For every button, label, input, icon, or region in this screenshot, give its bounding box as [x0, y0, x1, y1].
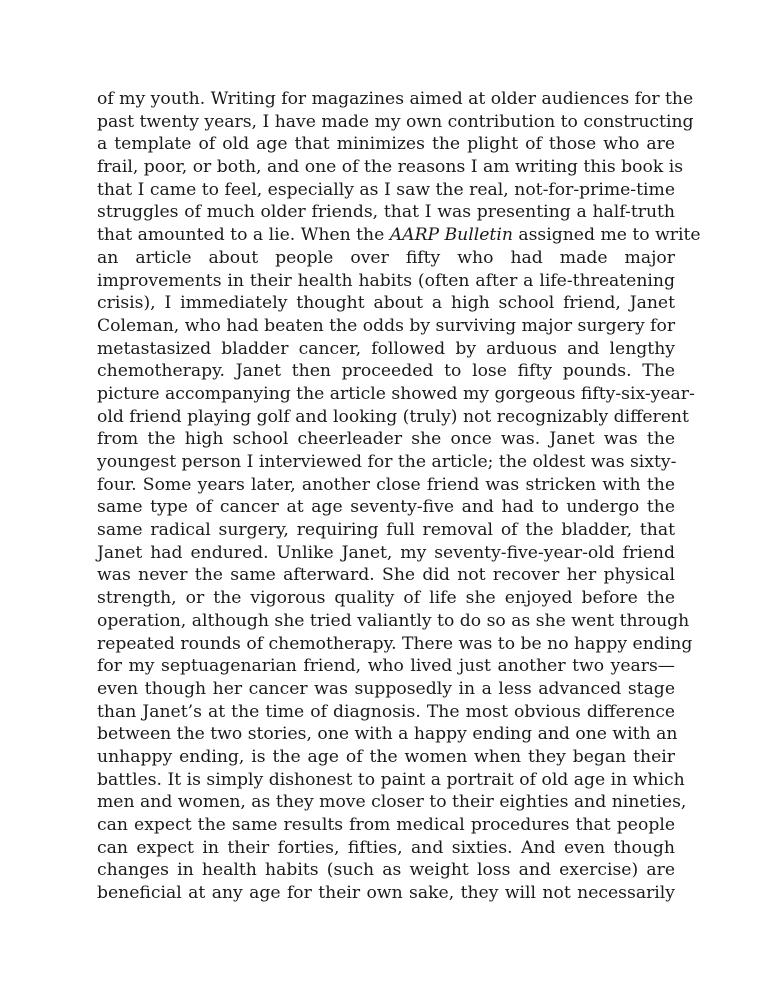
body-text [97, 88, 701, 905]
text-line: can expect in their forties, fifties, and sixties. And even though [97, 837, 675, 858]
text-line: from the high school cheerleader she once was. Janet was the [97, 429, 675, 450]
text-line: even though her cancer was supposedly in a less advanced stage [97, 678, 675, 699]
text-line: four. Some years later, another close friend was stricken with the [97, 474, 675, 495]
text-line: youngest person I interviewed for the article; the oldest was sixty- [97, 452, 677, 472]
text-line: that I came to feel, especially as I saw the real, not-for-prime-time [97, 179, 675, 200]
text-line: can expect the same results from medical procedures that people [97, 815, 675, 835]
text-line: of my youth. Writing for magazines aimed at older audiences for the [97, 89, 694, 109]
text-line: unhappy ending, is the age of the women when they began their [97, 746, 675, 767]
text-line: between the two stories, one with a happy ending and one with an [97, 724, 678, 745]
text-line: same radical surgery, requiring full removal of the bladder, that [97, 520, 675, 541]
text-line: than Janet’s at the time of diagnosis. The most obvious difference [97, 701, 675, 722]
text-line: metastasized bladder cancer, followed by arduous and lengthy [97, 338, 675, 359]
text-run: that amounted to a lie. When the [97, 225, 390, 246]
text-run: assigned me to write [512, 225, 701, 246]
text-line: operation, although she tried valiantly to do so as she went through [97, 610, 690, 631]
text-line: past twenty years, I have made my own contribution to constructing [97, 111, 694, 132]
text-line: picture accompanying the article showed my gorgeous fifty-six-year- [97, 383, 695, 404]
text-line: frail, poor, or both, and one of the reasons I am writing this book is [97, 157, 684, 178]
text-line: chemotherapy. Janet then proceeded to lose fifty pounds. The [97, 361, 675, 382]
text-line: improvements in their health habits (often after a life-threatening [97, 270, 675, 291]
text-line: a template of old age that minimizes the plight of those who are [97, 134, 675, 155]
text-line [97, 224, 701, 247]
text-line: battles. It is simply dishonest to paint a portrait of old age in which [97, 769, 685, 790]
text-line: was never the same afterward. She did not recover her physical [97, 565, 675, 586]
text-line: crisis), I immediately thought about a high school friend, Janet [97, 293, 675, 314]
text-line: Coleman, who had beaten the odds by surviving major surgery for [97, 315, 676, 336]
text-line: strength, or the vigorous quality of life she enjoyed before the [97, 588, 675, 609]
publication-title: AARP Bulletin [389, 225, 513, 246]
text-line: same type of cancer at age seventy-five and had to undergo the [97, 497, 675, 518]
text-line: an article about people over fifty who had made major [97, 247, 675, 268]
text-line: struggles of much older friends, that I was presenting a half-truth [97, 202, 675, 223]
text-line: men and women, as they move closer to their eighties and nineties, [97, 792, 687, 813]
text-line: repeated rounds of chemotherapy. There was to be no happy ending [97, 633, 693, 654]
text-line: old friend playing golf and looking (truly) not recognizably different [97, 406, 689, 427]
text-line: for my septuagenarian friend, who lived just another two years— [97, 656, 675, 677]
text-line: changes in health habits (such as weight loss and exercise) are [97, 860, 675, 881]
text-line: beneficial at any age for their own sake, they will not necessarily [97, 883, 675, 904]
text-line: Janet had endured. Unlike Janet, my seventy-five-year-old friend [97, 542, 675, 563]
